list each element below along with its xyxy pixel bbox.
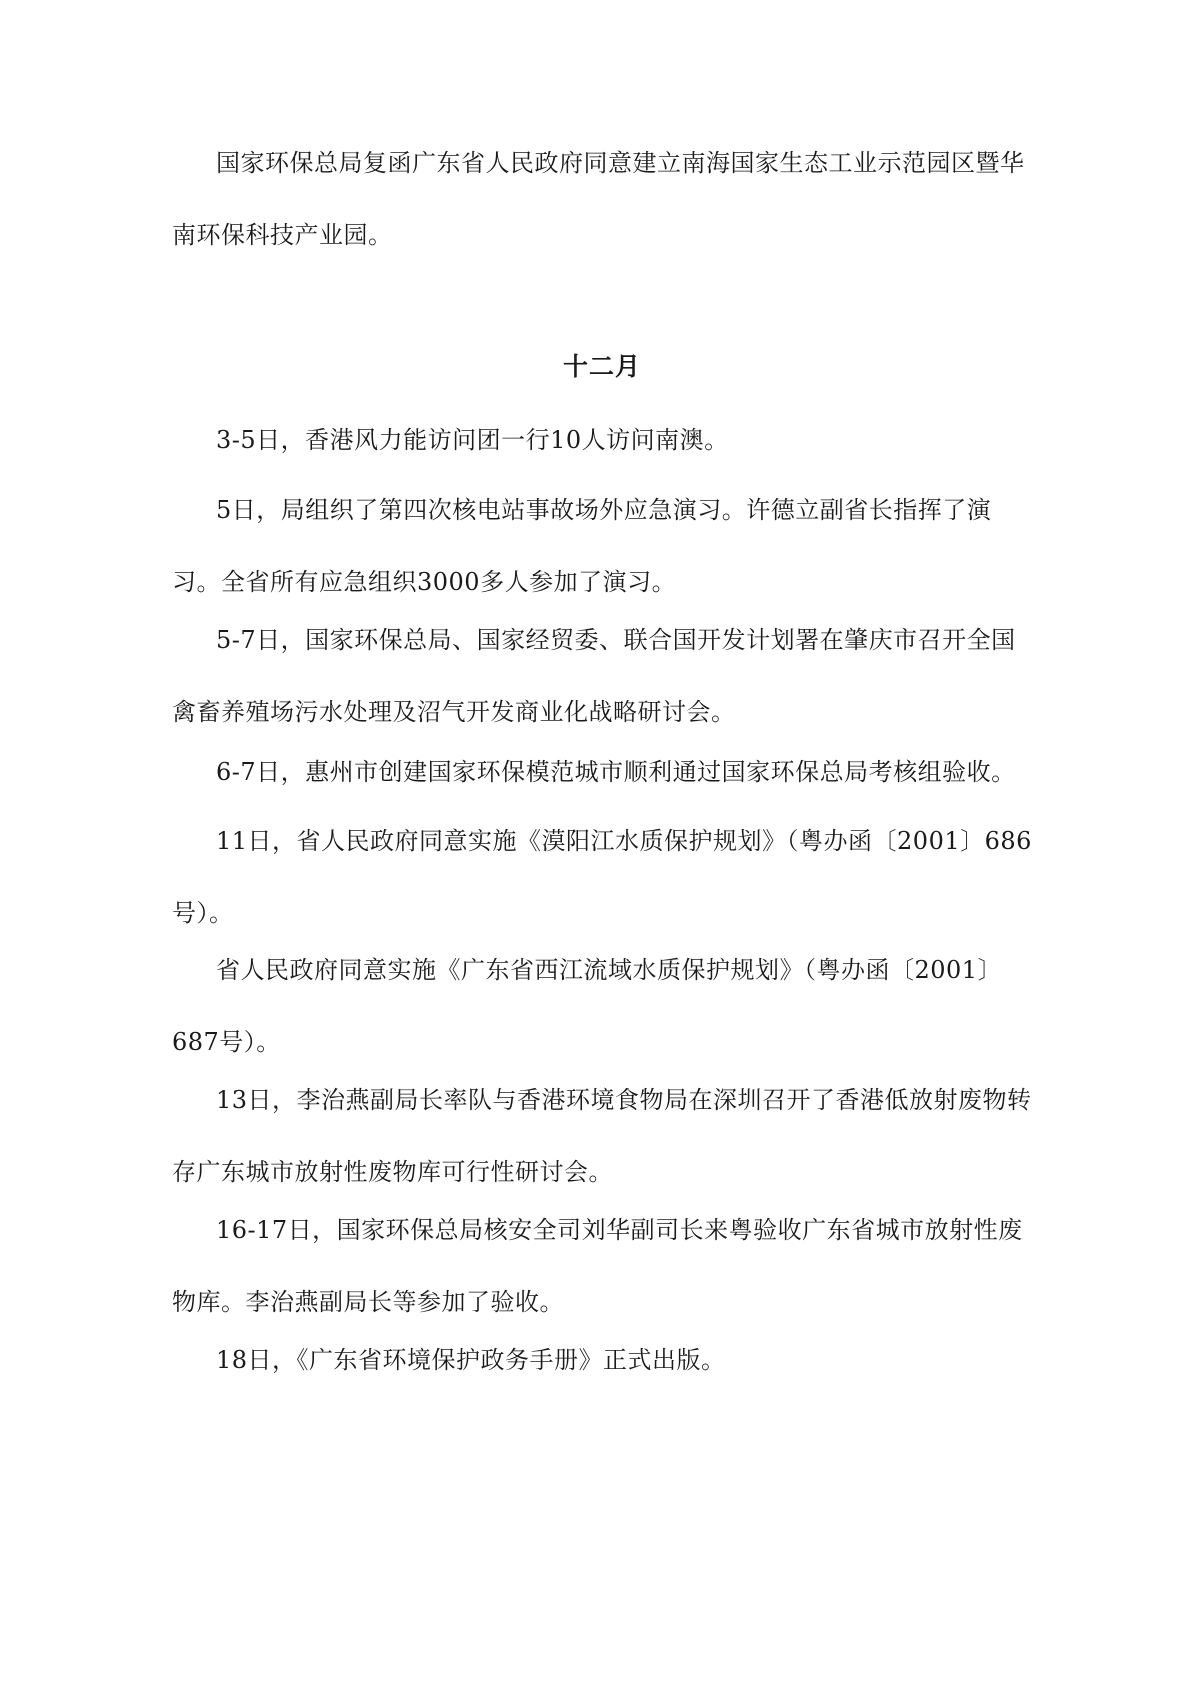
entry-paragraph: 16-17日，国家环保总局核安全司刘华副司长来粤验收广东省城市放射性废物库。李治燕副局长等参加了验收。 — [172, 1216, 1023, 1316]
entry-paragraph: 5-7日，国家环保总局、国家经贸委、联合国开发计划署在肇庆市召开全国禽畜养殖场污水处理及沼气开发商业化战略研讨会。 — [172, 626, 1016, 726]
section-heading-december: 十二月 — [562, 352, 641, 381]
entry-paragraph: 5日，局组织了第四次核电站事故场外应急演习。许德立副省长指挥了演习。全省所有应急组织3000多人参加了演习。 — [172, 496, 992, 596]
entry-paragraph: 6-7日，惠州市创建国家环保模范城市顺利通过国家环保总局考核组验收。 — [216, 758, 1016, 786]
entry-paragraph: 3-5日，香港风力能访问团一行10人访问南澳。 — [216, 426, 729, 454]
entry-paragraph: 18日，《广东省环境保护政务手册》正式出版。 — [216, 1346, 726, 1374]
entry-paragraph: 省人民政府同意实施《广东省西江流域水质保护规划》（粤办函〔2001〕687号）。 — [172, 956, 1003, 1056]
entry-paragraph: 13日，李治燕副局长率队与香港环境食物局在深圳召开了香港低放射废物转存广东城市放射性废物库可行性研讨会。 — [172, 1086, 1032, 1186]
entry-paragraph: 11日，省人民政府同意实施《漠阳江水质保护规划》（粤办函〔2001〕686号）。 — [172, 827, 1032, 927]
intro-paragraph: 国家环保总局复函广东省人民政府同意建立南海国家生态工业示范园区暨华南环保科技产业园。 — [172, 149, 1025, 249]
